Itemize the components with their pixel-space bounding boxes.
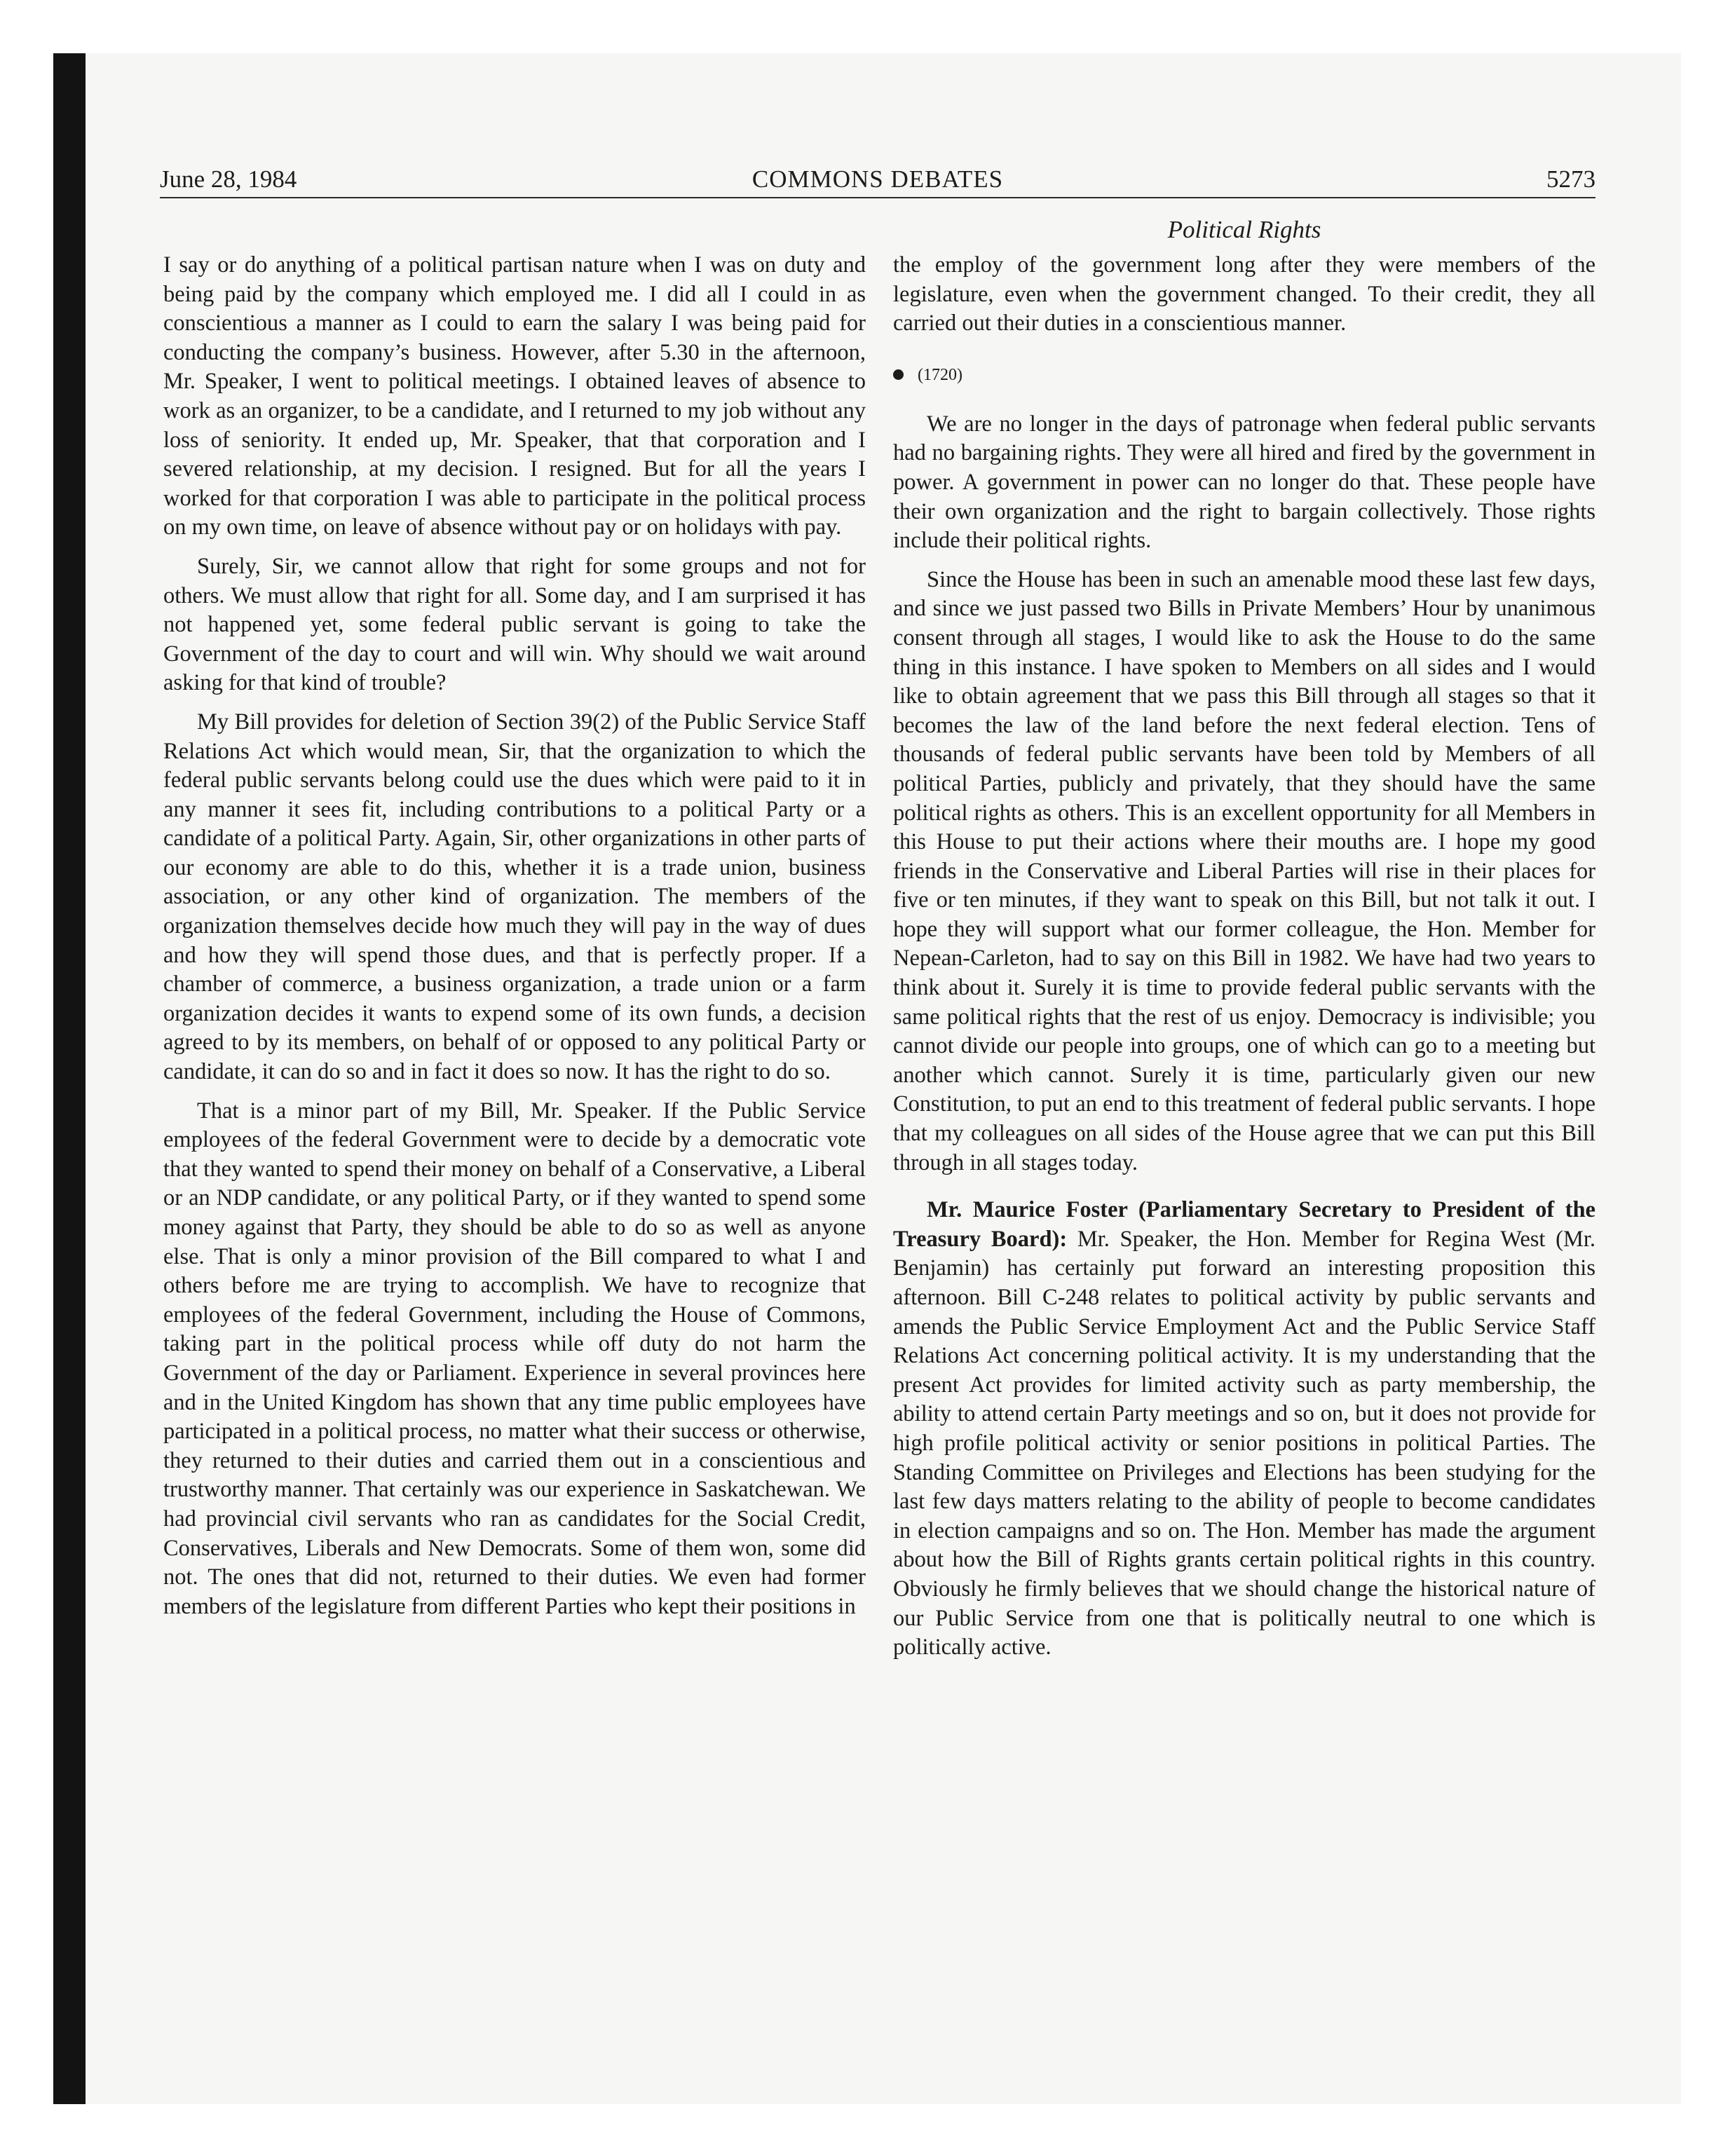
- left-column: [163, 251, 866, 1631]
- time-marker-label: (1720): [918, 365, 962, 384]
- page-header: [160, 163, 1595, 196]
- paragraph: Surely, Sir, we cannot allow that right for some groups and not for others. We must allow that right for all. Some day, and I am surprised it has not happened yet, some federal public servant is going to take the Government of the day to court and will win. Why should we wait around asking for that kind of trouble?: [163, 553, 866, 696]
- paragraph: That is a minor part of my Bill, Mr. Speaker. If the Public Service employees of the federal Government were to decide by a democratic vote that they wanted to spend their money on behalf of a Conservative, a Liberal or an NDP candidate, or any political Party, or if they wanted to spend some money against that Party, they should be able to do so as well as anyone else. That is only a minor provision of the Bill compared to what I and others before me are trying to accomplish. We have to recognize that employees of the federal Government, including the House of Commons, taking part in the political process while off duty do not harm the Government of the day or Parliament. Experience in several provinces here and in the United Kingdom has shown that any time public employees have participated in a political process, no matter what their success or otherwise, they returned to their duties and carried them out in a conscientious and trustworthy manner. That certainly was our experience in Saskatchewan. We had provincial civil servants who ran as candidates for the Social Credit, Conservatives, Liberals and New Democrats. Some of them won, some did not. The ones that did not, returned to their duties. We even had former members of the legislature from different Parties who kept their positions in: [163, 1098, 866, 1619]
- header-rule: [160, 197, 1595, 198]
- continuation-paragraph: the employ of the government long after they were members of the legislature, even when the government changed. To their credit, they all carried out their duties in a conscientious manner.: [893, 252, 1595, 336]
- right-column: [893, 251, 1595, 1672]
- binding-edge: [53, 53, 86, 2104]
- paragraph: My Bill provides for deletion of Section 39(2) of the Public Service Staff Relations Act which would mean, Sir, that the organization to which the federal public servants belong could use the dues which were paid to it in any manner it sees fit, including contributions to a political Party or a candidate of a political Party. Again, Sir, other organizations in other parts of our economy are able to do this, whether it is a trade union, business association, or any other kind of organization. The members of the organization themselves decide how much they will pay in the way of dues and how they will spend those dues, and that is perfectly proper. If a chamber of commerce, a business organization, a trade union or a farm organization decides it wants to expend some of its own funds, a decision agreed to by its members, on behalf of or opposed to any political Party or candidate, it can do so and in fact it does so now. It has the right to do so.: [163, 709, 866, 1085]
- bullet-icon: [893, 369, 904, 380]
- paragraph: We are no longer in the days of patronage when federal public servants had no bargaining rights. They were all hired and fired by the government in power. A government in power can no longer do that. These people have their own organization and the right to bargain collectively. Those rights include their political rights.: [893, 411, 1595, 554]
- speech-text: Mr. Speaker, the Hon. Member for Regina West (Mr. Benjamin) has certainly put forward an interesting proposition this afternoon. Bill C-248 relates to political activity by public servants and amends the Public Service Employment Act and the Public Service Staff Relations Act concerning political activity. It is my understanding that the present Act provides for limited activity such as party membership, the ability to attend certain Party meetings and so on, but it does not provide for high profile political activity or senior positions in political Parties. The Standing Committee on Privileges and Elections has been studying for the last few days matters relating to the ability of people to become candidates in election campaigns and so on. The Hon. Member has made the argument about how the Bill of Rights grants certain political rights in this country. Obviously he firmly believes that we should change the historical nature of our Public Service from one that is politically neutral to one which is politically active.: [893, 1226, 1595, 1660]
- running-head: Political Rights: [1167, 216, 1321, 243]
- header-title: COMMONS DEBATES: [751, 165, 1004, 193]
- paragraph: Since the House has been in such an amenable mood these last few days, and since we just passed two Bills in Private Members’ Hour by unanimous consent through all stages, I would like to ask the House to do the same thing in this instance. I have spoken to Members on all sides and I would like to obtain agreement that we pass this Bill through all stages so that it becomes the law of the land before the next federal election. Tens of thousands of federal public servants have been told by Members of all political Parties, publicly and privately, that they should have the same political rights as others. This is an excellent opportunity for all Members in this House to put their actions where their mouths are. I hope my good friends in the Conservative and Liberal Parties will rise in their places for five or ten minutes, if they want to speak on this Bill, but not talk it out. I hope they will support what our former colleague, the Hon. Member for Nepean-Carleton, had to say on this Bill in 1982. We have had two years to think about it. Surely it is time to provide federal public servants with the same political rights that the rest of us enjoy. Democracy is indivisible; you cannot divide our people into groups, one of which can go to a meeting but another which cannot. Surely it is time, particularly given our new Constitution, to put an end to this treatment of federal public servants. I hope that my colleagues on all sides of the House agree that we can put this Bill through in all stages today.: [893, 566, 1595, 1175]
- paragraph: I say or do anything of a political partisan nature when I was on duty and being paid by the company which employed me. I did all I could in as conscientious a manner as I could to earn the salary I was being paid for conducting the company’s business. However, after 5.30 in the afternoon, Mr. Speaker, I went to political meetings. I obtained leaves of absence to work as an organizer, to be a candidate, and I returned to my job without any loss of seniority. It ended up, Mr. Speaker, that that corporation and I severed relationship, at my decision. I resigned. But for all the years I worked for that corporation I was able to participate in the political process on my own time, on leave of absence without pay or on holidays with pay.: [163, 252, 866, 540]
- header-page-number: 5273: [1546, 165, 1595, 193]
- header-date: June 28, 1984: [160, 165, 297, 193]
- speech-paragraph: [893, 1196, 1595, 1663]
- time-marker: [893, 361, 1595, 389]
- speaker-name: Mr. Maurice Foster (Parliamentary Secretary to President of the Treasury Board):: [893, 1197, 1595, 1252]
